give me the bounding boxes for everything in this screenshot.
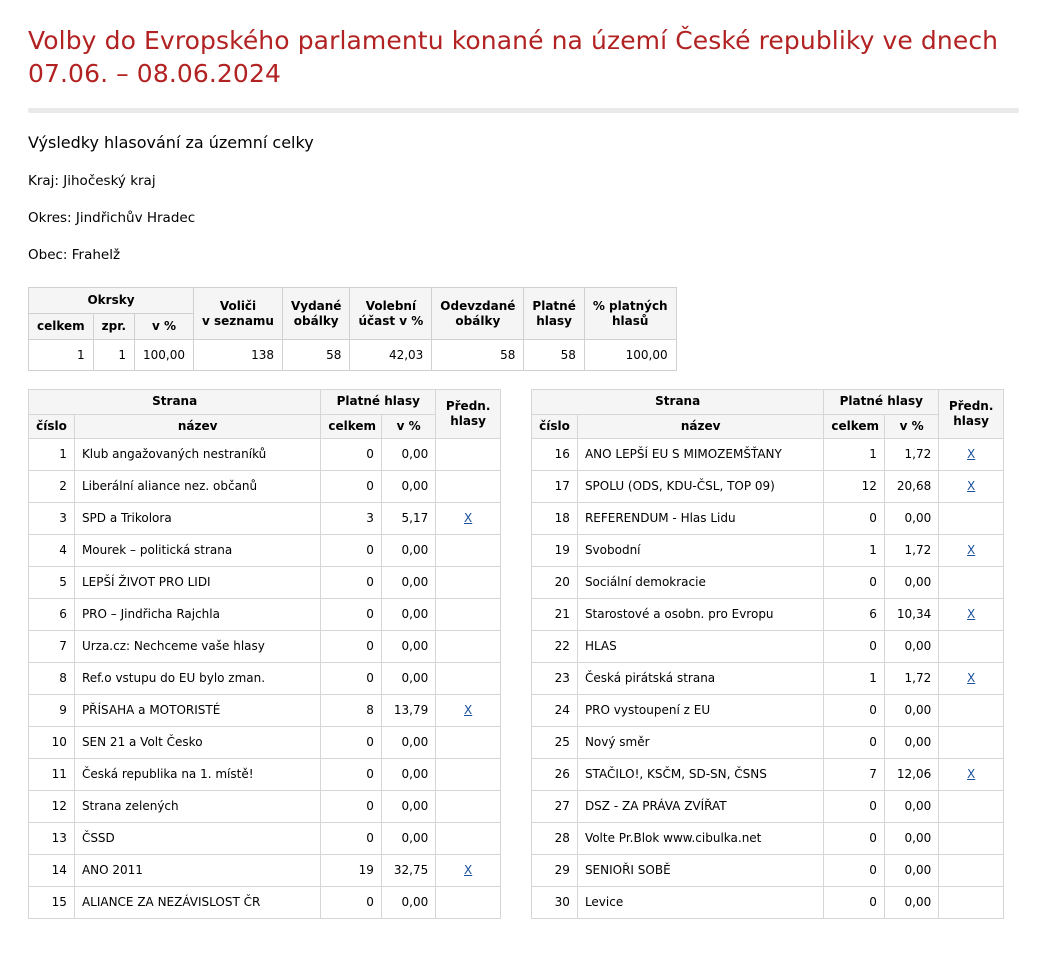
party-votes: 0 (824, 791, 885, 823)
pref-votes-link[interactable]: X (464, 702, 473, 717)
summary-issued-envelopes: 58 (282, 340, 349, 371)
summary-data-row (29, 340, 677, 371)
party-number: 12 (29, 791, 75, 823)
party-number: 18 (532, 503, 578, 535)
party-number: 30 (532, 887, 578, 919)
party-pref-cell (436, 631, 501, 663)
party-pct: 0,00 (884, 727, 938, 759)
party-pct: 0,00 (381, 439, 435, 471)
party-pct: 1,72 (884, 439, 938, 471)
party-votes: 0 (321, 823, 382, 855)
party-number: 8 (29, 663, 75, 695)
party-number: 19 (532, 535, 578, 567)
page-title: Volby do Evropského parlamentu konané na území České republiky ve dnech 07.06. – 08.06.2024 (28, 26, 999, 88)
party-number: 21 (532, 599, 578, 631)
table-row (29, 503, 501, 535)
party-pct: 0,00 (884, 695, 938, 727)
party-number: 15 (29, 887, 75, 919)
party-name: PŘÍSAHA a MOTORISTÉ (74, 695, 320, 727)
table-row (29, 599, 501, 631)
party-number: 28 (532, 823, 578, 855)
party-pref-cell (939, 823, 1004, 855)
pref-votes-link[interactable]: X (967, 606, 976, 621)
summary-header-okrsky-processed: zpr. (93, 314, 134, 340)
summary-header-valid-pct-line1: % platných (592, 298, 668, 313)
party-right-header-number: číslo (532, 414, 578, 439)
party-name: Nový směr (577, 727, 823, 759)
table-row (29, 535, 501, 567)
party-pct: 0,00 (381, 791, 435, 823)
party-left-header-pct: v % (381, 414, 435, 439)
summary-header-valid-line1: Platné (532, 298, 576, 313)
summary-header-returned-envelopes (432, 288, 524, 340)
party-number: 4 (29, 535, 75, 567)
summary-valid-pct: 100,00 (584, 340, 676, 371)
party-name: PRO – Jindřicha Rajchla (74, 599, 320, 631)
party-left-header-name: název (74, 414, 320, 439)
table-row (29, 759, 501, 791)
table-row (532, 855, 1004, 887)
party-name: Levice (577, 887, 823, 919)
party-right-body (532, 439, 1004, 919)
section-title: Výsledky hlasování za územní celky (28, 133, 314, 152)
party-pct: 0,00 (381, 535, 435, 567)
party-right-header-valid-votes: Platné hlasy (824, 390, 939, 415)
party-number: 25 (532, 727, 578, 759)
summary-header-voters (194, 288, 283, 340)
party-pct: 1,72 (884, 663, 938, 695)
party-pct: 13,79 (381, 695, 435, 727)
party-votes: 0 (321, 759, 382, 791)
party-name: LEPŠÍ ŽIVOT PRO LIDI (74, 567, 320, 599)
party-number: 24 (532, 695, 578, 727)
table-row (29, 663, 501, 695)
party-pref-cell (939, 503, 1004, 535)
party-pct: 0,00 (884, 631, 938, 663)
party-pct: 0,00 (381, 663, 435, 695)
party-votes: 0 (824, 855, 885, 887)
party-name: Česká republika na 1. místě! (74, 759, 320, 791)
party-pref-cell (939, 663, 1004, 695)
party-pref-cell (436, 791, 501, 823)
summary-header-okrsky: Okrsky (29, 288, 194, 314)
party-votes: 1 (824, 535, 885, 567)
party-number: 3 (29, 503, 75, 535)
party-number: 7 (29, 631, 75, 663)
party-number: 9 (29, 695, 75, 727)
party-pref-cell (436, 471, 501, 503)
party-left-body (29, 439, 501, 919)
party-name: ANO 2011 (74, 855, 320, 887)
party-right-header-pct: v % (884, 414, 938, 439)
party-pct: 0,00 (381, 599, 435, 631)
pref-votes-link[interactable]: X (967, 478, 976, 493)
table-row (532, 471, 1004, 503)
table-row (532, 599, 1004, 631)
table-row (29, 855, 501, 887)
party-pref-cell (436, 823, 501, 855)
party-pct: 32,75 (381, 855, 435, 887)
party-name: ANO LEPŠÍ EU S MIMOZEMŠŤANY (577, 439, 823, 471)
party-pref-cell (939, 855, 1004, 887)
municipality-label: Obec: Frahelž (28, 247, 121, 263)
party-table-left (28, 389, 501, 919)
summary-turnout: 42,03 (350, 340, 432, 371)
party-right-header-pref-votes (939, 390, 1004, 439)
party-pref-cell (939, 599, 1004, 631)
table-row (532, 567, 1004, 599)
party-pct: 0,00 (884, 823, 938, 855)
party-number: 16 (532, 439, 578, 471)
party-pct: 0,00 (884, 791, 938, 823)
party-votes: 1 (824, 663, 885, 695)
table-row (29, 727, 501, 759)
party-pct: 0,00 (884, 855, 938, 887)
party-pref-cell (939, 471, 1004, 503)
party-votes: 3 (321, 503, 382, 535)
party-votes: 7 (824, 759, 885, 791)
table-row (29, 567, 501, 599)
table-row (532, 439, 1004, 471)
table-row (29, 631, 501, 663)
party-name: Liberální aliance nez. občanů (74, 471, 320, 503)
party-pref-cell (436, 727, 501, 759)
party-pref-cell (436, 503, 501, 535)
party-right-header-party: Strana (532, 390, 824, 415)
party-pct: 0,00 (381, 887, 435, 919)
party-pct: 1,72 (884, 535, 938, 567)
summary-header-valid-pct-line2: hlasů (612, 313, 649, 328)
summary-header-okrsky-pct: v % (135, 314, 194, 340)
summary-header-valid-votes (524, 288, 584, 340)
summary-okrsky-pct: 100,00 (135, 340, 194, 371)
party-pref-cell (436, 599, 501, 631)
party-pref-cell (939, 727, 1004, 759)
party-pct: 0,00 (381, 823, 435, 855)
party-tables-area (28, 389, 1019, 919)
party-left-header-party: Strana (29, 390, 321, 415)
party-left-header-number: číslo (29, 414, 75, 439)
party-left-header-total: celkem (321, 414, 382, 439)
summary-header-turnout-line1: Volební (365, 298, 417, 313)
party-number: 6 (29, 599, 75, 631)
party-votes: 0 (321, 791, 382, 823)
pref-votes-link[interactable]: X (464, 510, 473, 525)
party-votes: 0 (321, 439, 382, 471)
summary-returned-envelopes: 58 (432, 340, 524, 371)
party-name: Starostové a osobn. pro Evropu (577, 599, 823, 631)
party-pref-cell (436, 535, 501, 567)
party-left-header-row-1 (29, 390, 501, 415)
table-row (29, 791, 501, 823)
region-label: Kraj: Jihočeský kraj (28, 173, 156, 189)
party-right-header-pref-line1: Předn. (948, 398, 994, 413)
party-number: 1 (29, 439, 75, 471)
party-name: Česká pirátská strana (577, 663, 823, 695)
party-pref-cell (939, 791, 1004, 823)
party-name: STAČILO!, KSČM, SD-SN, ČSNS (577, 759, 823, 791)
table-row (532, 759, 1004, 791)
party-right-header-name: název (577, 414, 823, 439)
party-pref-cell (436, 695, 501, 727)
party-name: Strana zelených (74, 791, 320, 823)
party-pct: 0,00 (381, 727, 435, 759)
party-name: SENIOŘI SOBĚ (577, 855, 823, 887)
party-name: SPD a Trikolora (74, 503, 320, 535)
pref-votes-link[interactable]: X (464, 862, 473, 877)
party-pct: 12,06 (884, 759, 938, 791)
party-name: Mourek – politická strana (74, 535, 320, 567)
table-row (29, 439, 501, 471)
party-votes: 0 (321, 471, 382, 503)
party-votes: 0 (321, 567, 382, 599)
summary-header-voters-line1: Voliči (219, 298, 257, 313)
party-number: 13 (29, 823, 75, 855)
table-row (532, 727, 1004, 759)
party-name: REFERENDUM - Hlas Lidu (577, 503, 823, 535)
party-right-header-row-1 (532, 390, 1004, 415)
party-pct: 5,17 (381, 503, 435, 535)
party-votes: 0 (824, 887, 885, 919)
party-left-header-valid-votes: Platné hlasy (321, 390, 436, 415)
party-left-header-pref-line1: Předn. (445, 398, 491, 413)
party-votes: 8 (321, 695, 382, 727)
table-row (532, 663, 1004, 695)
party-table-right (531, 389, 1004, 919)
table-row (29, 695, 501, 727)
party-number: 26 (532, 759, 578, 791)
pref-votes-link[interactable]: X (967, 766, 976, 781)
party-number: 20 (532, 567, 578, 599)
summary-table-wrapper (28, 287, 1019, 371)
table-row (29, 823, 501, 855)
party-number: 22 (532, 631, 578, 663)
party-pct: 0,00 (381, 759, 435, 791)
party-name: PRO vystoupení z EU (577, 695, 823, 727)
party-votes: 0 (824, 695, 885, 727)
summary-header-turnout-line2: účast v % (358, 313, 424, 328)
title-divider (28, 108, 1019, 113)
party-number: 5 (29, 567, 75, 599)
party-pref-cell (939, 631, 1004, 663)
party-number: 14 (29, 855, 75, 887)
table-row (532, 791, 1004, 823)
party-name: Urza.cz: Nechceme vaše hlasy (74, 631, 320, 663)
party-pref-cell (939, 695, 1004, 727)
summary-valid-votes: 58 (524, 340, 584, 371)
party-votes: 0 (824, 727, 885, 759)
table-row (532, 631, 1004, 663)
party-right-header-pref-line2: hlasy (953, 414, 989, 429)
party-pref-cell (939, 887, 1004, 919)
party-pct: 0,00 (884, 567, 938, 599)
party-pref-cell (939, 759, 1004, 791)
party-number: 17 (532, 471, 578, 503)
party-name: SPOLU (ODS, KDU-ČSL, TOP 09) (577, 471, 823, 503)
party-number: 23 (532, 663, 578, 695)
party-pref-cell (436, 887, 501, 919)
party-votes: 0 (824, 567, 885, 599)
party-pref-cell (436, 759, 501, 791)
summary-okrsky-processed: 1 (93, 340, 134, 371)
summary-header-valid-line2: hlasy (536, 313, 572, 328)
district-label: Okres: Jindřichův Hradec (28, 210, 196, 226)
party-pct: 0,00 (884, 887, 938, 919)
party-left-header-pref-votes (436, 390, 501, 439)
party-pct: 20,68 (884, 471, 938, 503)
table-row (532, 695, 1004, 727)
party-pct: 10,34 (884, 599, 938, 631)
summary-voters: 138 (194, 340, 283, 371)
table-row (532, 503, 1004, 535)
party-name: SEN 21 a Volt Česko (74, 727, 320, 759)
party-name: Svobodní (577, 535, 823, 567)
party-votes: 19 (321, 855, 382, 887)
party-votes: 0 (824, 503, 885, 535)
party-pct: 0,00 (884, 503, 938, 535)
table-row (532, 823, 1004, 855)
party-pref-cell (436, 663, 501, 695)
party-number: 29 (532, 855, 578, 887)
summary-header-valid-pct (584, 288, 676, 340)
table-row (532, 535, 1004, 567)
party-name: Klub angažovaných nestraníků (74, 439, 320, 471)
party-votes: 0 (321, 727, 382, 759)
party-pct: 0,00 (381, 631, 435, 663)
summary-header-returned-line2: obálky (455, 313, 501, 328)
party-right-header-row-2 (532, 414, 1004, 439)
party-votes: 0 (321, 599, 382, 631)
party-name: ALIANCE ZA NEZÁVISLOST ČR (74, 887, 320, 919)
party-pref-cell (436, 855, 501, 887)
party-name: Sociální demokracie (577, 567, 823, 599)
party-name: DSZ - ZA PRÁVA ZVÍŘAT (577, 791, 823, 823)
party-votes: 12 (824, 471, 885, 503)
summary-header-okrsky-total: celkem (29, 314, 94, 340)
party-pref-cell (436, 567, 501, 599)
party-left-header-row-2 (29, 414, 501, 439)
party-pct: 0,00 (381, 471, 435, 503)
party-votes: 0 (321, 887, 382, 919)
party-number: 11 (29, 759, 75, 791)
table-row (29, 471, 501, 503)
party-name: Ref.o vstupu do EU bylo zman. (74, 663, 320, 695)
party-number: 2 (29, 471, 75, 503)
summary-okrsky-total: 1 (29, 340, 94, 371)
summary-table (28, 287, 677, 371)
party-pref-cell (436, 439, 501, 471)
party-votes: 1 (824, 439, 885, 471)
pref-votes-link[interactable]: X (967, 670, 976, 685)
party-name: ČSSD (74, 823, 320, 855)
party-votes: 0 (321, 535, 382, 567)
party-name: HLAS (577, 631, 823, 663)
pref-votes-link[interactable]: X (967, 446, 976, 461)
party-number: 27 (532, 791, 578, 823)
party-pref-cell (939, 567, 1004, 599)
party-votes: 0 (824, 631, 885, 663)
party-pref-cell (939, 439, 1004, 471)
summary-header-row-1 (29, 288, 677, 314)
summary-header-issued-envelopes (282, 288, 349, 340)
summary-header-issued-line2: obálky (293, 313, 339, 328)
pref-votes-link[interactable]: X (967, 542, 976, 557)
table-row (532, 887, 1004, 919)
party-pct: 0,00 (381, 567, 435, 599)
summary-header-issued-line1: Vydané (290, 298, 342, 313)
summary-header-voters-line2: v seznamu (202, 313, 274, 328)
party-votes: 0 (824, 823, 885, 855)
party-right-header-total: celkem (824, 414, 885, 439)
party-pref-cell (939, 535, 1004, 567)
party-number: 10 (29, 727, 75, 759)
party-left-header-pref-line2: hlasy (450, 414, 486, 429)
party-votes: 0 (321, 631, 382, 663)
summary-header-returned-line1: Odevzdané (440, 298, 516, 313)
party-name: Volte Pr.Blok www.cibulka.net (577, 823, 823, 855)
party-votes: 6 (824, 599, 885, 631)
summary-header-turnout (350, 288, 432, 340)
table-row (29, 887, 501, 919)
party-votes: 0 (321, 663, 382, 695)
